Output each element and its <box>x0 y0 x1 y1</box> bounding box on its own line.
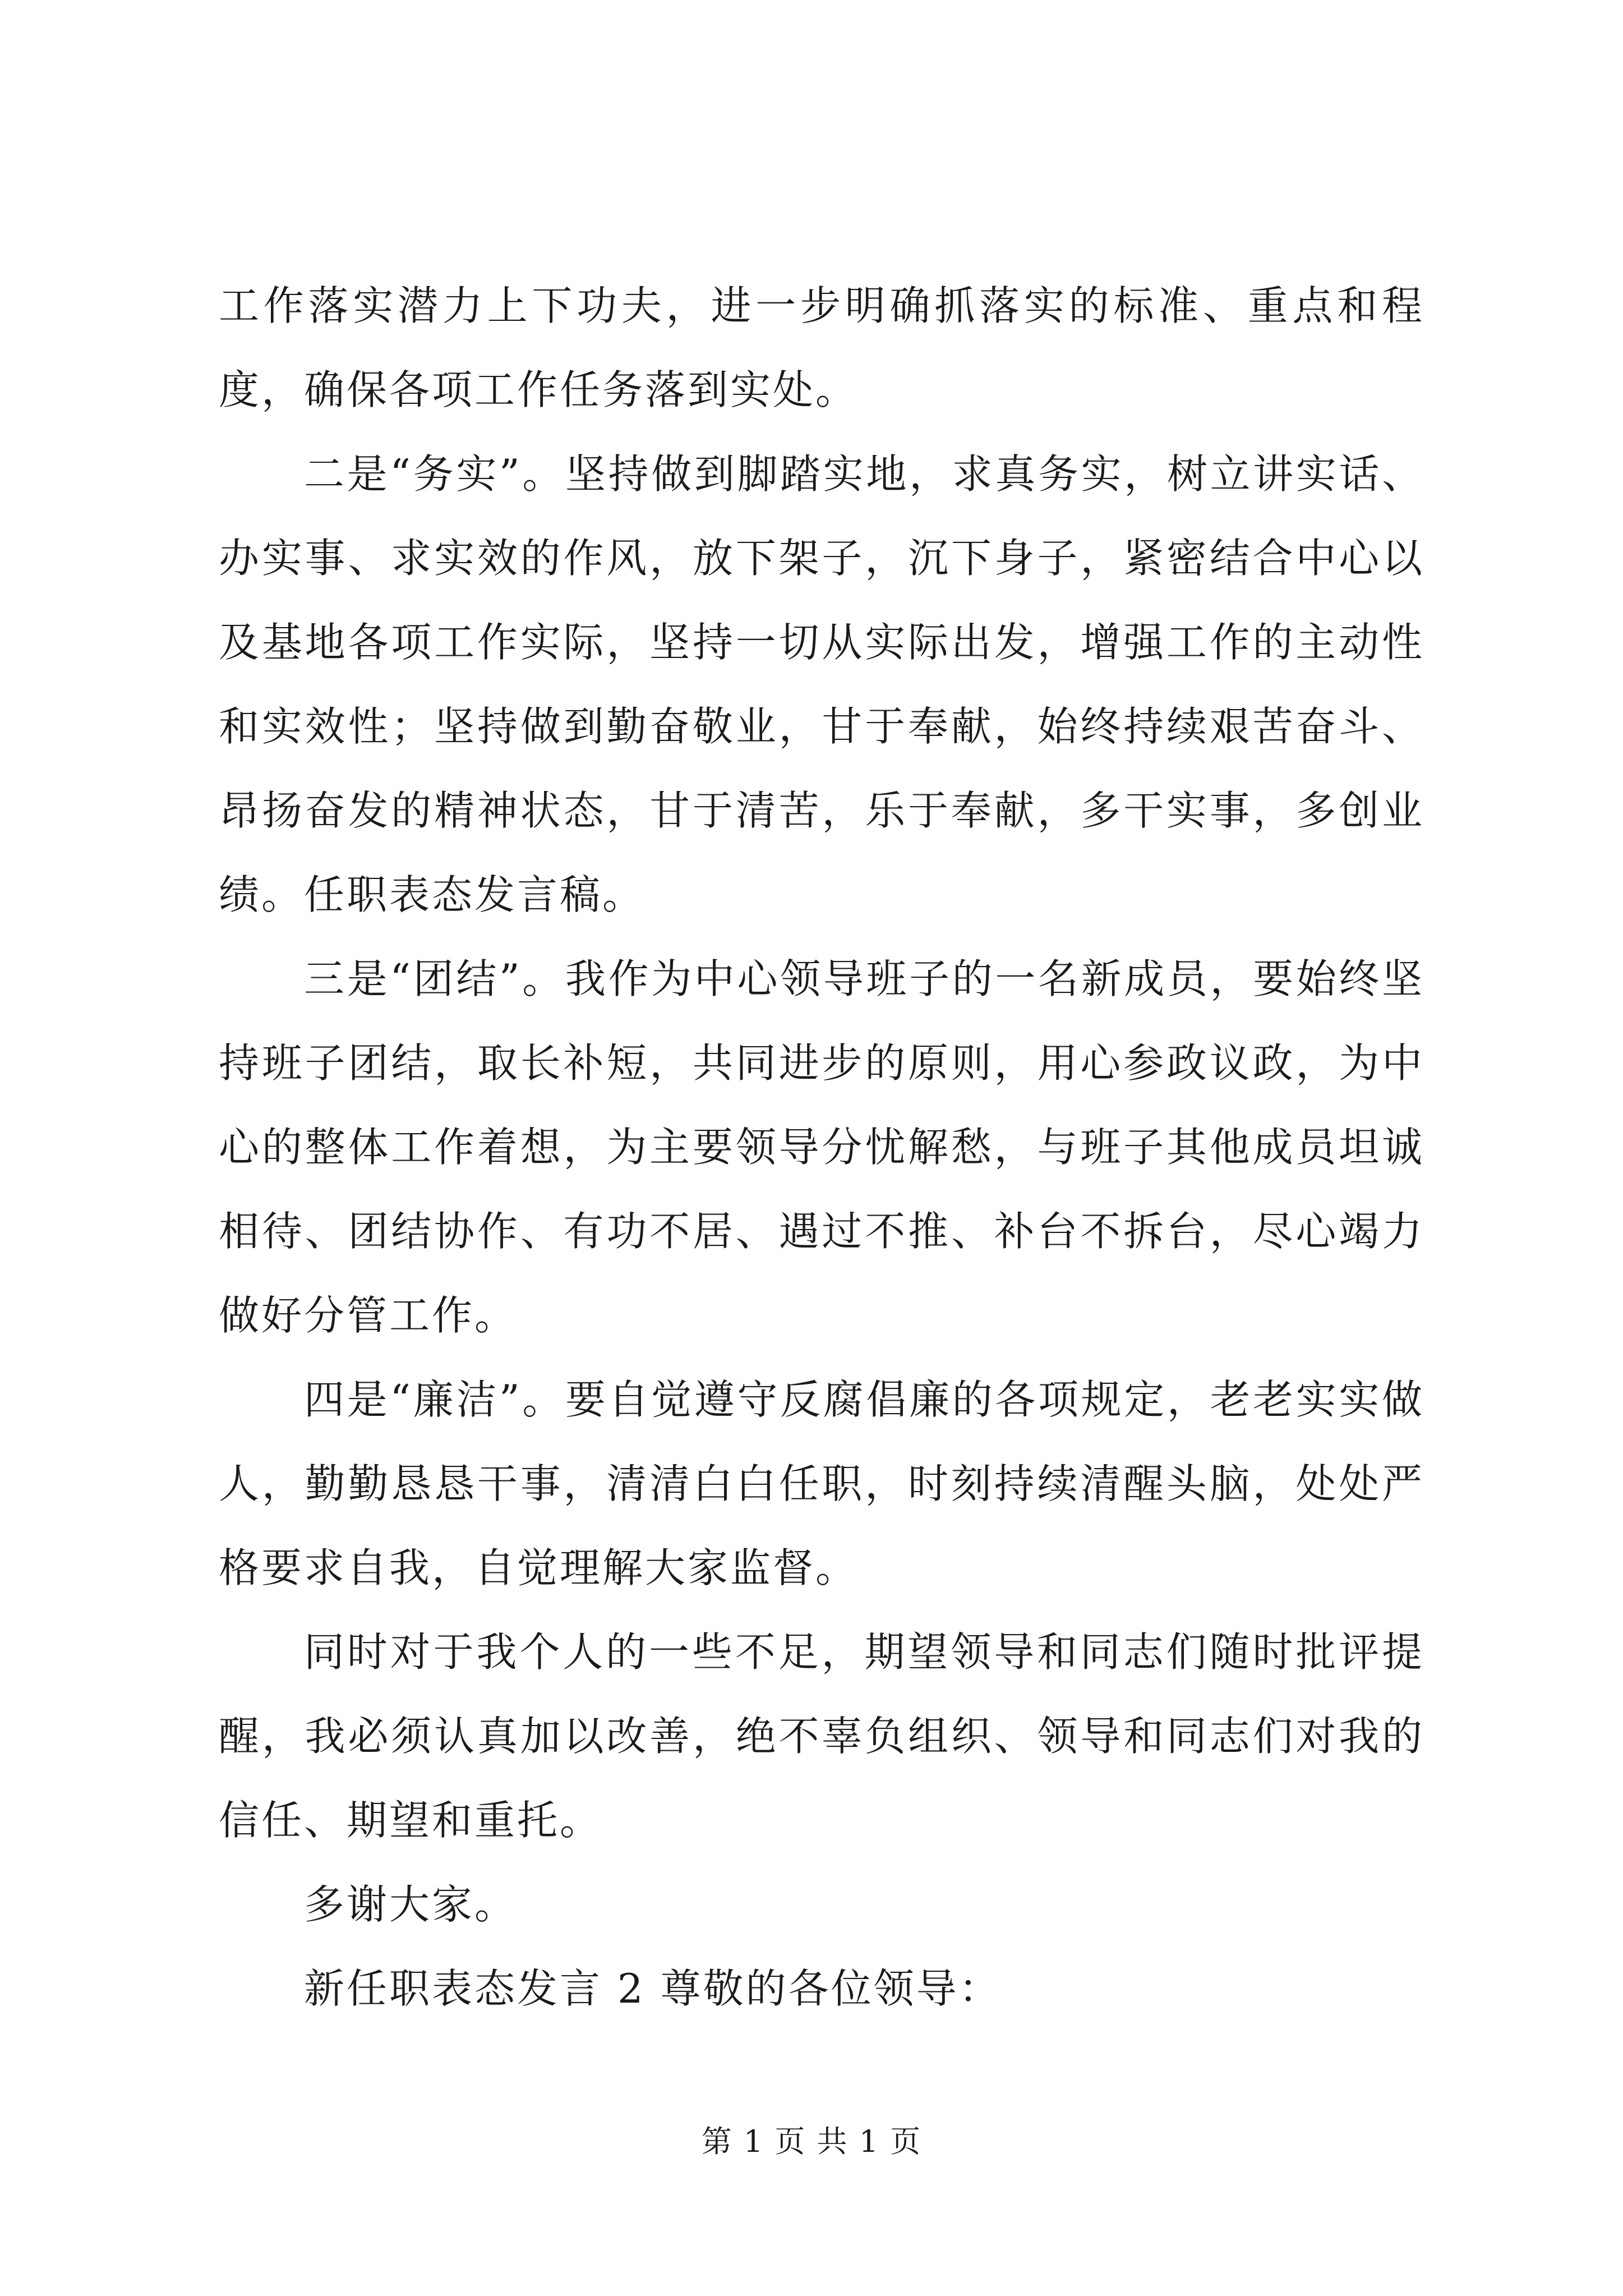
document-body <box>219 264 1424 2031</box>
paragraph-4: 四是“廉洁”。要自觉遵守反腐倡廉的各项规定，老老实实做人，勤勤恳恳干事，清清白白任职，时刻持续清醒头脑，处处严格要求自我，自觉理解大家监督。 <box>219 1376 1424 1591</box>
paragraph-7: 新任职表态发言 2 尊敬的各位领导： <box>304 1965 1002 2012</box>
paragraph-1: 工作落实潜力上下功夫，进一步明确抓落实的标准、重点和程度，确保各项工作任务落到实处。 <box>219 282 1424 413</box>
paragraph-6: 多谢大家。 <box>304 1881 518 1928</box>
paragraph-2: 二是“务实”。坚持做到脚踏实地，求真务实，树立讲实话、办实事、求实效的作风，放下架子，沉下身子，紧密结合中心以及基地各项工作实际，坚持一切从实际出发，增强工作的主动性和实效性；坚持做到勤奋敬业，甘于奉献，始终持续艰苦奋斗、昂扬奋发的精神状态，甘于清苦，乐于奉献，多干实事，多创业绩。任职表态发言稿。 <box>219 450 1424 918</box>
page-footer: 第 1 页 共 1 页 <box>701 2124 922 2159</box>
paragraph-3: 三是“团结”。我作为中心领导班子的一名新成员，要始终坚持班子团结，取长补短，共同进步的原则，用心参政议政，为中心的整体工作着想，为主要领导分忧解愁，与班子其他成员坦诚相待、团结协作、有功不居、遇过不推、补台不拆台，尽心竭力做好分管工作。 <box>219 955 1424 1339</box>
paragraph-5: 同时对于我个人的一些不足，期望领导和同志们随时批评提醒，我必须认真加以改善，绝不辜负组织、领导和同志们对我的信任、期望和重托。 <box>219 1628 1424 1844</box>
